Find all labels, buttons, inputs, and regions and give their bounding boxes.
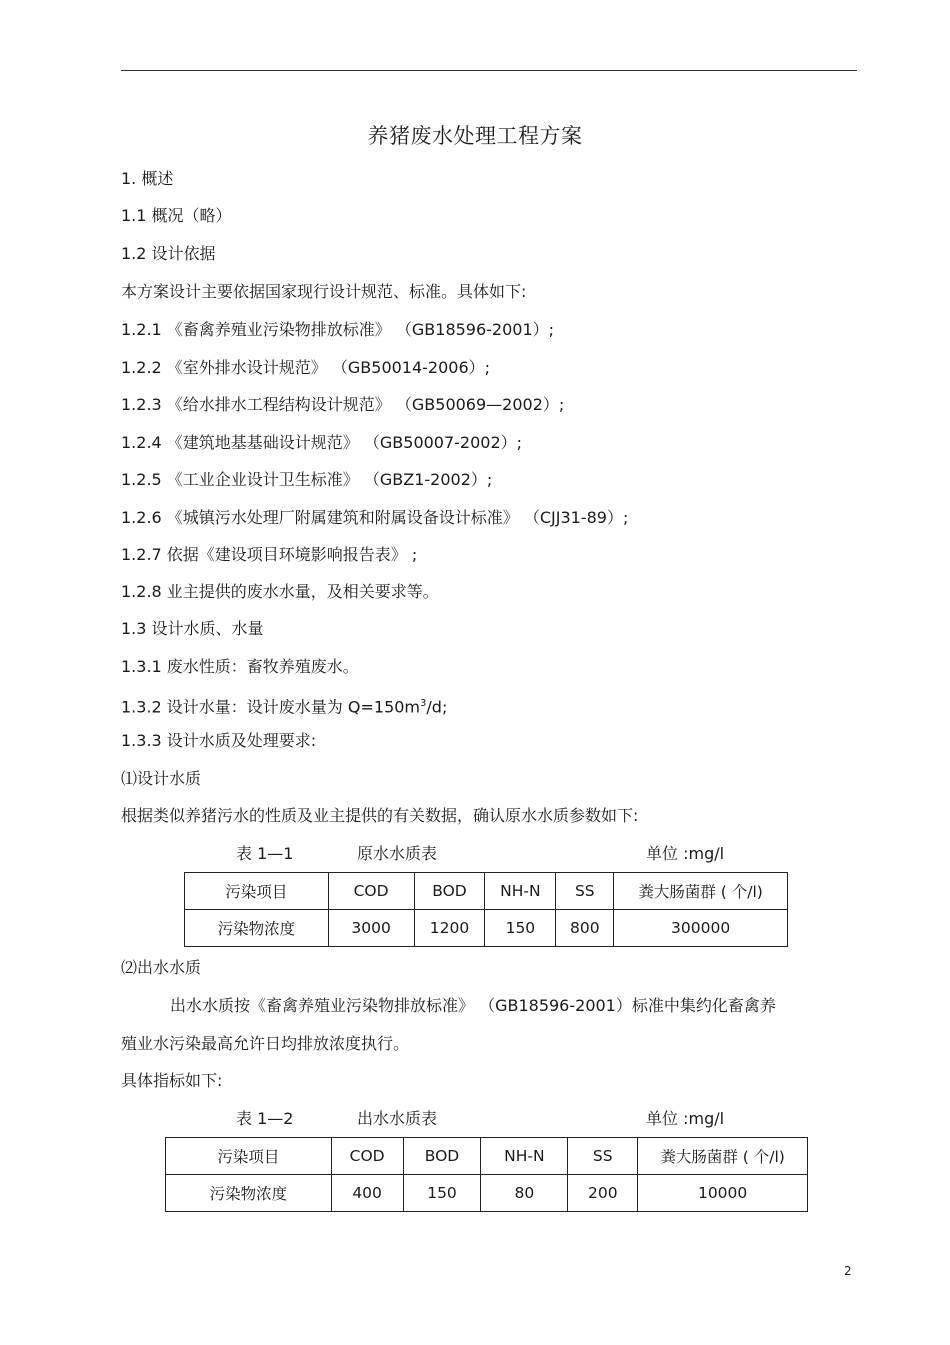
table-row	[166, 1175, 808, 1212]
table-cell: 400	[331, 1175, 403, 1212]
table-header-cell: COD	[331, 1138, 403, 1175]
section-1-2-3: 1.2.3 《给水排水工程结构设计规范》 （GB50069—2002）;	[121, 395, 565, 414]
table-header-cell: 污染项目	[185, 873, 329, 910]
document-title: 养猪废水处理工程方案	[367, 124, 583, 148]
effluent-paragraph-line3: 具体指标如下:	[121, 1071, 223, 1090]
table2-number: 表 1—2	[236, 1109, 294, 1128]
table-header-cell: 粪大肠菌群 ( 个/l)	[614, 873, 788, 910]
table-header-cell: BOD	[403, 1138, 481, 1175]
table-header-cell: NH-N	[481, 1138, 568, 1175]
table-cell: 300000	[614, 910, 788, 947]
page-number: 2	[844, 1264, 852, 1278]
table-row	[185, 910, 788, 947]
header-rule	[121, 70, 857, 71]
table-cell: 80	[481, 1175, 568, 1212]
table1-number: 表 1—1	[236, 844, 294, 863]
section-1-2-6: 1.2.6 《城镇污水处理厂附属建筑和附属设备设计标准》 （CJJ31-89）;	[121, 508, 629, 527]
section-1-2-1: 1.2.1 《畜禽养殖业污染物排放标准》 （GB18596-2001）;	[121, 320, 555, 339]
table-cell: 1200	[414, 910, 485, 947]
effluent-paragraph-line1: 出水水质按《畜禽养殖业污染物排放标准》 （GB18596-2001）标准中集约化畜禽养	[170, 996, 776, 1015]
table-cell: 10000	[638, 1175, 808, 1212]
table-row	[166, 1138, 808, 1175]
raw-water-quality-table	[184, 872, 788, 947]
section-1-3-3: 1.3.3 设计水质及处理要求:	[121, 731, 317, 750]
section-1-2-7: 1.2.7 依据《建设项目环境影响报告表》 ;	[121, 545, 418, 564]
table2-unit: 单位 :mg/l	[646, 1109, 725, 1128]
table-header-cell: SS	[556, 873, 614, 910]
flow-text: 1.3.2 设计水量：设计废水量为 Q=150m	[121, 697, 421, 717]
section-1-3: 1.3 设计水质、水量	[121, 619, 264, 638]
section-1-2-4: 1.2.4 《建筑地基基础设计规范》 （GB50007-2002）;	[121, 433, 523, 452]
table-row	[185, 873, 788, 910]
table2-name: 出水水质表	[357, 1109, 438, 1128]
effluent-quality-table	[165, 1137, 808, 1212]
table-cell: 200	[568, 1175, 638, 1212]
section-1: 1. 概述	[121, 169, 174, 188]
flow-exponent: 3	[420, 698, 427, 709]
design-quality-paragraph: 根据类似养猪污水的性质及业主提供的有关数据，确认原水水质参数如下:	[121, 806, 639, 825]
table-header-cell: 粪大肠菌群 ( 个/l)	[638, 1138, 808, 1175]
section-1-2: 1.2 设计依据	[121, 244, 216, 263]
table-header-cell: SS	[568, 1138, 638, 1175]
table1-name: 原水水质表	[357, 844, 438, 863]
section-1-2-8: 1.2.8 业主提供的废水水量，及相关要求等。	[121, 582, 439, 601]
subsection-effluent-quality: ⑵出水水质	[121, 958, 202, 977]
table-cell: 3000	[328, 910, 414, 947]
section-1-1: 1.1 概况（略）	[121, 206, 232, 225]
table-cell: 污染物浓度	[185, 910, 329, 947]
section-1-2-5: 1.2.5 《工业企业设计卫生标准》 （GBZ1-2002）;	[121, 470, 493, 489]
section-1-3-2	[121, 693, 447, 718]
section-1-3-1: 1.3.1 废水性质：畜牧养殖废水。	[121, 657, 359, 676]
table-header-cell: COD	[328, 873, 414, 910]
section-1-2-2: 1.2.2 《室外排水设计规范》 （GB50014-2006）;	[121, 358, 491, 377]
table-header-cell: 污染项目	[166, 1138, 332, 1175]
subsection-design-quality: ⑴设计水质	[121, 769, 202, 788]
table1-unit: 单位 :mg/l	[646, 844, 725, 863]
table-header-cell: NH-N	[485, 873, 556, 910]
table-header-cell: BOD	[414, 873, 485, 910]
table-cell: 污染物浓度	[166, 1175, 332, 1212]
table-cell: 800	[556, 910, 614, 947]
table-cell: 150	[485, 910, 556, 947]
effluent-paragraph-line2: 殖业水污染最高允许日均排放浓度执行。	[121, 1034, 410, 1053]
table-cell: 150	[403, 1175, 481, 1212]
flow-unit: /d;	[426, 697, 448, 717]
intro-paragraph: 本方案设计主要依据国家现行设计规范、标准。具体如下:	[121, 282, 527, 301]
